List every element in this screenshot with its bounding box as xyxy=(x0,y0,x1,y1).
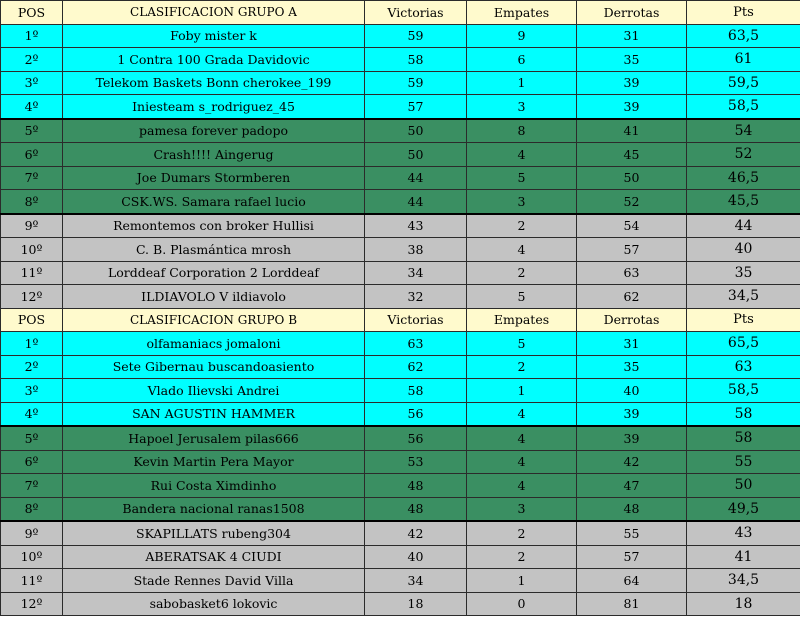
losses-cell: 50 xyxy=(577,166,687,190)
team-cell: olfamaniacs jomaloni xyxy=(63,332,365,356)
points-cell: 58 xyxy=(687,426,800,450)
points-cell: 55 xyxy=(687,450,800,474)
draws-cell: 5 xyxy=(467,285,577,309)
points-cell: 63,5 xyxy=(687,24,800,48)
wins-cell: 32 xyxy=(365,285,467,309)
position-cell: 6º xyxy=(1,143,63,167)
team-cell: Bandera nacional ranas1508 xyxy=(63,497,365,521)
points-cell: 58,5 xyxy=(687,379,800,403)
wins-cell: 62 xyxy=(365,355,467,379)
position-cell: 9º xyxy=(1,521,63,545)
position-cell: 2º xyxy=(1,48,63,72)
table-row xyxy=(1,474,800,498)
wins-cell: 38 xyxy=(365,238,467,262)
table-row xyxy=(1,238,800,262)
team-cell: Sete Gibernau buscandoasiento xyxy=(63,355,365,379)
position-cell: 3º xyxy=(1,379,63,403)
position-cell: 6º xyxy=(1,450,63,474)
team-cell: CSK.WS. Samara rafael lucio xyxy=(63,190,365,214)
header-losses: Derrotas xyxy=(577,308,687,332)
losses-cell: 48 xyxy=(577,497,687,521)
position-cell: 1º xyxy=(1,24,63,48)
wins-cell: 50 xyxy=(365,119,467,143)
losses-cell: 63 xyxy=(577,261,687,285)
draws-cell: 2 xyxy=(467,521,577,545)
header-losses: Derrotas xyxy=(577,1,687,25)
table-row xyxy=(1,48,800,72)
draws-cell: 1 xyxy=(467,379,577,403)
table-row xyxy=(1,545,800,569)
table-row xyxy=(1,379,800,403)
wins-cell: 50 xyxy=(365,143,467,167)
table-row xyxy=(1,24,800,48)
wins-cell: 48 xyxy=(365,497,467,521)
position-cell: 12º xyxy=(1,285,63,309)
header-draws: Empates xyxy=(467,1,577,25)
position-cell: 2º xyxy=(1,355,63,379)
draws-cell: 3 xyxy=(467,497,577,521)
wins-cell: 53 xyxy=(365,450,467,474)
losses-cell: 62 xyxy=(577,285,687,309)
group-header-row xyxy=(1,1,800,25)
points-cell: 58,5 xyxy=(687,95,800,119)
position-cell: 11º xyxy=(1,569,63,593)
wins-cell: 59 xyxy=(365,24,467,48)
wins-cell: 43 xyxy=(365,214,467,238)
wins-cell: 59 xyxy=(365,71,467,95)
position-cell: 10º xyxy=(1,545,63,569)
losses-cell: 54 xyxy=(577,214,687,238)
position-cell: 7º xyxy=(1,166,63,190)
header-wins: Victorias xyxy=(365,1,467,25)
header-pos: POS xyxy=(1,1,63,25)
table-row xyxy=(1,497,800,521)
team-cell: 1 Contra 100 Grada Davidovic xyxy=(63,48,365,72)
losses-cell: 47 xyxy=(577,474,687,498)
header-pts: Pts xyxy=(687,1,800,25)
position-cell: 3º xyxy=(1,71,63,95)
position-cell: 5º xyxy=(1,426,63,450)
wins-cell: 63 xyxy=(365,332,467,356)
draws-cell: 4 xyxy=(467,402,577,426)
losses-cell: 39 xyxy=(577,426,687,450)
draws-cell: 4 xyxy=(467,450,577,474)
wins-cell: 58 xyxy=(365,48,467,72)
team-cell: Joe Dumars Stormberen xyxy=(63,166,365,190)
losses-cell: 41 xyxy=(577,119,687,143)
wins-cell: 40 xyxy=(365,545,467,569)
table-row xyxy=(1,214,800,238)
wins-cell: 57 xyxy=(365,95,467,119)
position-cell: 11º xyxy=(1,261,63,285)
table-row xyxy=(1,521,800,545)
team-cell: C. B. Plasmántica mrosh xyxy=(63,238,365,262)
table-row xyxy=(1,569,800,593)
draws-cell: 5 xyxy=(467,332,577,356)
group-header-row xyxy=(1,308,800,332)
position-cell: 4º xyxy=(1,402,63,426)
wins-cell: 42 xyxy=(365,521,467,545)
wins-cell: 56 xyxy=(365,402,467,426)
team-cell: sabobasket6 lokovic xyxy=(63,592,365,616)
draws-cell: 2 xyxy=(467,261,577,285)
points-cell: 45,5 xyxy=(687,190,800,214)
draws-cell: 8 xyxy=(467,119,577,143)
team-cell: Vlado Ilievski Andrei xyxy=(63,379,365,403)
losses-cell: 42 xyxy=(577,450,687,474)
table-row xyxy=(1,592,800,616)
header-draws: Empates xyxy=(467,308,577,332)
draws-cell: 0 xyxy=(467,592,577,616)
losses-cell: 55 xyxy=(577,521,687,545)
points-cell: 50 xyxy=(687,474,800,498)
header-pos: POS xyxy=(1,308,63,332)
losses-cell: 39 xyxy=(577,71,687,95)
wins-cell: 44 xyxy=(365,190,467,214)
table-row xyxy=(1,261,800,285)
losses-cell: 64 xyxy=(577,569,687,593)
team-cell: Telekom Baskets Bonn cherokee_199 xyxy=(63,71,365,95)
points-cell: 46,5 xyxy=(687,166,800,190)
draws-cell: 1 xyxy=(467,71,577,95)
draws-cell: 4 xyxy=(467,238,577,262)
table-row xyxy=(1,332,800,356)
team-cell: SKAPILLATS rubeng304 xyxy=(63,521,365,545)
points-cell: 49,5 xyxy=(687,497,800,521)
table-row xyxy=(1,190,800,214)
draws-cell: 4 xyxy=(467,143,577,167)
team-cell: Hapoel Jerusalem pilas666 xyxy=(63,426,365,450)
team-cell: SAN AGUSTIN HAMMER xyxy=(63,402,365,426)
draws-cell: 3 xyxy=(467,95,577,119)
losses-cell: 45 xyxy=(577,143,687,167)
header-title: CLASIFICACION GRUPO B xyxy=(63,308,365,332)
points-cell: 44 xyxy=(687,214,800,238)
team-cell: Kevin Martin Pera Mayor xyxy=(63,450,365,474)
losses-cell: 39 xyxy=(577,402,687,426)
points-cell: 34,5 xyxy=(687,285,800,309)
team-cell: pamesa forever padopo xyxy=(63,119,365,143)
draws-cell: 9 xyxy=(467,24,577,48)
wins-cell: 34 xyxy=(365,261,467,285)
losses-cell: 52 xyxy=(577,190,687,214)
points-cell: 61 xyxy=(687,48,800,72)
draws-cell: 1 xyxy=(467,569,577,593)
table-row xyxy=(1,71,800,95)
team-cell: Stade Rennes David Villa xyxy=(63,569,365,593)
team-cell: ABERATSAK 4 CIUDI xyxy=(63,545,365,569)
wins-cell: 18 xyxy=(365,592,467,616)
position-cell: 8º xyxy=(1,190,63,214)
points-cell: 58 xyxy=(687,402,800,426)
points-cell: 59,5 xyxy=(687,71,800,95)
losses-cell: 57 xyxy=(577,545,687,569)
wins-cell: 58 xyxy=(365,379,467,403)
wins-cell: 48 xyxy=(365,474,467,498)
losses-cell: 39 xyxy=(577,95,687,119)
draws-cell: 2 xyxy=(467,545,577,569)
points-cell: 35 xyxy=(687,261,800,285)
team-cell: Remontemos con broker Hullisi xyxy=(63,214,365,238)
team-cell: ILDIAVOLO V ildiavolo xyxy=(63,285,365,309)
losses-cell: 81 xyxy=(577,592,687,616)
points-cell: 34,5 xyxy=(687,569,800,593)
table-row xyxy=(1,355,800,379)
points-cell: 18 xyxy=(687,592,800,616)
team-cell: Iniesteam s_rodriguez_45 xyxy=(63,95,365,119)
table-row xyxy=(1,402,800,426)
table-row xyxy=(1,450,800,474)
table-row xyxy=(1,95,800,119)
position-cell: 5º xyxy=(1,119,63,143)
header-wins: Victorias xyxy=(365,308,467,332)
team-cell: Crash!!!! Aingerug xyxy=(63,143,365,167)
header-title: CLASIFICACION GRUPO A xyxy=(63,1,365,25)
position-cell: 10º xyxy=(1,238,63,262)
points-cell: 43 xyxy=(687,521,800,545)
points-cell: 52 xyxy=(687,143,800,167)
draws-cell: 4 xyxy=(467,474,577,498)
losses-cell: 40 xyxy=(577,379,687,403)
position-cell: 4º xyxy=(1,95,63,119)
points-cell: 65,5 xyxy=(687,332,800,356)
points-cell: 54 xyxy=(687,119,800,143)
points-cell: 63 xyxy=(687,355,800,379)
draws-cell: 5 xyxy=(467,166,577,190)
position-cell: 1º xyxy=(1,332,63,356)
team-cell: Rui Costa Ximdinho xyxy=(63,474,365,498)
team-cell: Lorddeaf Corporation 2 Lorddeaf xyxy=(63,261,365,285)
draws-cell: 2 xyxy=(467,355,577,379)
table-row xyxy=(1,119,800,143)
table-row xyxy=(1,285,800,309)
table-row xyxy=(1,426,800,450)
losses-cell: 35 xyxy=(577,355,687,379)
losses-cell: 57 xyxy=(577,238,687,262)
position-cell: 7º xyxy=(1,474,63,498)
position-cell: 8º xyxy=(1,497,63,521)
wins-cell: 56 xyxy=(365,426,467,450)
table-row xyxy=(1,143,800,167)
wins-cell: 44 xyxy=(365,166,467,190)
header-pts: Pts xyxy=(687,308,800,332)
position-cell: 12º xyxy=(1,592,63,616)
position-cell: 9º xyxy=(1,214,63,238)
draws-cell: 6 xyxy=(467,48,577,72)
losses-cell: 31 xyxy=(577,24,687,48)
losses-cell: 35 xyxy=(577,48,687,72)
wins-cell: 34 xyxy=(365,569,467,593)
team-cell: Foby mister k xyxy=(63,24,365,48)
draws-cell: 3 xyxy=(467,190,577,214)
draws-cell: 4 xyxy=(467,426,577,450)
points-cell: 41 xyxy=(687,545,800,569)
points-cell: 40 xyxy=(687,238,800,262)
losses-cell: 31 xyxy=(577,332,687,356)
table-row xyxy=(1,166,800,190)
draws-cell: 2 xyxy=(467,214,577,238)
